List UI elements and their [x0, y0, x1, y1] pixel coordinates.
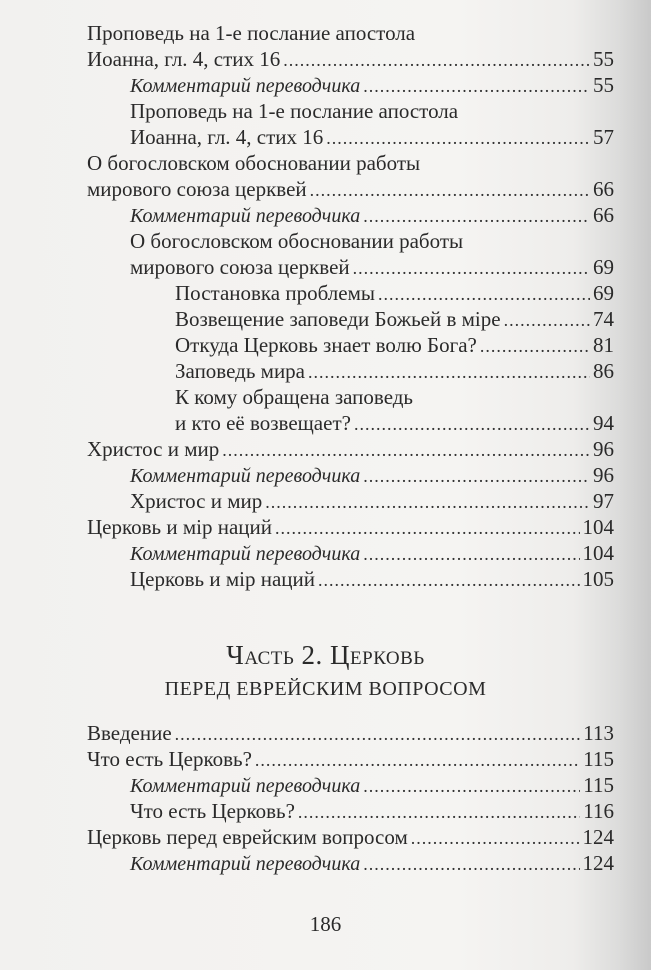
- toc-entry-page: 55: [593, 73, 614, 97]
- toc-entry-title: Что есть Церковь?: [87, 747, 252, 771]
- dot-leader: [308, 359, 590, 385]
- toc-entry-title: Комментарий переводчика: [130, 75, 361, 97]
- toc-entry-page: 86: [593, 359, 614, 383]
- dot-leader: [255, 747, 580, 773]
- toc-entry: [87, 772, 614, 798]
- toc-entry: [87, 306, 614, 332]
- toc-entry-page: 55: [593, 47, 614, 71]
- toc-entry: [87, 436, 614, 462]
- toc-entry-title: Проповедь на 1-е послание апостола: [87, 21, 416, 45]
- dot-leader: [275, 515, 579, 541]
- toc-entry-title: О богословском обосновании работы: [87, 151, 421, 175]
- toc-entry-page: 96: [593, 463, 614, 487]
- toc-entry-page: 81: [593, 333, 614, 357]
- toc-entry-title: Откуда Церковь знает волю Бога?: [175, 333, 477, 357]
- dot-leader: [318, 567, 579, 593]
- toc-entry: [87, 410, 614, 436]
- toc-entry-page: 96: [593, 437, 614, 461]
- dot-leader: [363, 203, 590, 229]
- toc-entry-title: Заповедь мира: [175, 359, 305, 383]
- toc-entry-title: и кто её возвещает?: [175, 411, 351, 435]
- toc-entry-title: Введение: [87, 721, 172, 745]
- toc-entry: [87, 176, 614, 202]
- toc-entry: [87, 20, 614, 46]
- toc-entry: [87, 850, 614, 876]
- dot-leader: [222, 437, 590, 463]
- toc-entry: [87, 462, 614, 488]
- toc-entry-title: Церковь и мір наций: [130, 567, 316, 591]
- dot-leader: [283, 47, 590, 73]
- dot-leader: [363, 463, 590, 489]
- toc-entry: [87, 98, 614, 124]
- dot-leader: [265, 489, 590, 515]
- toc-entry-title: Иоанна, гл. 4, стих 16: [87, 47, 281, 71]
- toc-entry-page: 69: [593, 281, 614, 305]
- toc-entry-page: 124: [582, 851, 614, 875]
- toc-entry-title: мирового союза церквей: [87, 177, 307, 201]
- toc-entry: [87, 332, 614, 358]
- toc-entry: [87, 46, 614, 72]
- toc-entry-title: Комментарий переводчика: [130, 543, 361, 565]
- toc-entry-page: 105: [582, 567, 614, 591]
- toc-entry-title: Комментарий переводчика: [130, 205, 361, 227]
- toc-entry: [87, 228, 614, 254]
- toc-entry-page: 97: [593, 489, 614, 513]
- toc-entry-page: 124: [582, 825, 614, 849]
- toc-entry: [87, 202, 614, 228]
- dot-leader: [504, 307, 590, 333]
- toc-entry-page: 115: [583, 747, 614, 771]
- toc-entry: [87, 358, 614, 384]
- toc-entry-page: 113: [583, 721, 614, 745]
- toc-entry: [87, 540, 614, 566]
- toc-entry: [87, 280, 614, 306]
- toc-entry-page: 104: [582, 515, 614, 539]
- part-2-title: Часть 2. Церковь: [226, 640, 425, 670]
- toc-entry: [87, 124, 614, 150]
- toc-entry-page: 115: [583, 773, 614, 797]
- toc-entry-page: 69: [593, 255, 614, 279]
- toc-entry-title: Церковь и мір наций: [87, 515, 273, 539]
- toc-entry-title: Что есть Церковь?: [130, 799, 295, 823]
- toc-part-1: [87, 20, 614, 592]
- toc-entry: [87, 798, 614, 824]
- toc-entry-title: Проповедь на 1-е послание апостола: [130, 99, 459, 123]
- dot-leader: [363, 773, 580, 799]
- toc-entry-title: мирового союза церквей: [130, 255, 350, 279]
- toc-entry-title: Возвещение заповеди Божьей в міре: [175, 307, 501, 331]
- toc-entry-page: 57: [593, 125, 614, 149]
- toc-entry: [87, 254, 614, 280]
- toc-entry-title: Христос и мир: [87, 437, 220, 461]
- dot-leader: [310, 177, 590, 203]
- toc-entry: [87, 566, 614, 592]
- toc-entry-page: 104: [582, 541, 614, 565]
- toc-entry: [87, 824, 614, 850]
- dot-leader: [411, 825, 580, 851]
- toc-entry-title: Церковь перед еврейским вопросом: [87, 825, 408, 849]
- toc-entry: [87, 514, 614, 540]
- dot-leader: [175, 721, 581, 747]
- toc-entry-title: Комментарий переводчика: [130, 775, 361, 797]
- toc-entry-title: О богословском обосновании работы: [130, 229, 464, 253]
- dot-leader: [363, 541, 579, 567]
- toc-entry-title: Комментарий переводчика: [130, 465, 361, 487]
- toc-entry-page: 94: [593, 411, 614, 435]
- part-2-subtitle: ПЕРЕД ЕВРЕЙСКИМ ВОПРОСОМ: [164, 678, 487, 700]
- toc-entry-title: Постановка проблемы: [175, 281, 375, 305]
- dot-leader: [363, 73, 590, 99]
- dot-leader: [353, 255, 590, 281]
- dot-leader: [480, 333, 590, 359]
- toc-part-2: [87, 720, 614, 876]
- toc-entry-title: Комментарий переводчика: [130, 853, 361, 875]
- dot-leader: [354, 411, 590, 437]
- page-number: 186: [309, 912, 342, 936]
- toc-entry-page: 116: [583, 799, 614, 823]
- toc-entry: [87, 488, 614, 514]
- dot-leader: [363, 851, 579, 877]
- toc-entry-page: 74: [593, 307, 614, 331]
- toc-entry-page: 66: [593, 177, 614, 201]
- toc-entry: [87, 150, 614, 176]
- toc-entry: [87, 72, 614, 98]
- toc-entry: [87, 384, 614, 410]
- dot-leader: [378, 281, 590, 307]
- toc-entry: [87, 746, 614, 772]
- toc-entry: [87, 720, 614, 746]
- dot-leader: [326, 125, 590, 151]
- toc-entry-title: Иоанна, гл. 4, стих 16: [130, 125, 324, 149]
- dot-leader: [298, 799, 580, 825]
- toc-entry-title: Христос и мир: [130, 489, 263, 513]
- toc-entry-page: 66: [593, 203, 614, 227]
- toc-entry-title: К кому обращена заповедь: [175, 385, 414, 409]
